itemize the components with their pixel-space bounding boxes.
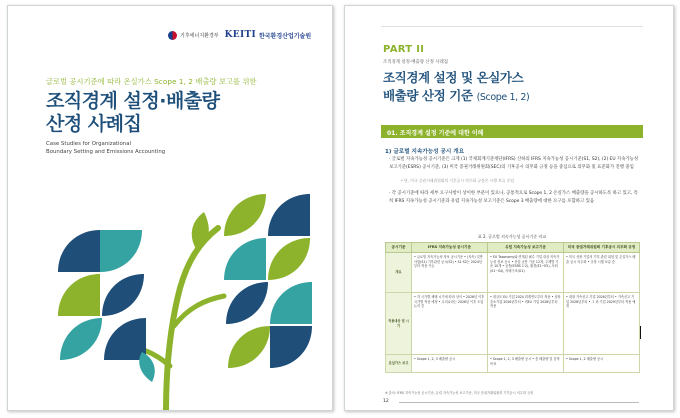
cover-english-title [46, 140, 165, 156]
cover-page [7, 5, 333, 411]
table-header-row [386, 243, 640, 253]
table-cell: • 글로벌 지속가능성 정보 공시기준 • (지속) 일반사항(S1) 기후관련 공시(S2) • S1·S2는 2024년부터 적용 가능 [412, 253, 488, 293]
cover-title-line1: 조직경계 설정·배출량 [46, 90, 220, 112]
table-cell: • Scope 1, 2, 3 배출량 공시 [412, 355, 488, 373]
keiti-logo [225, 30, 311, 40]
table-header-cell: 유럽 지속가능성 보고기준 [488, 243, 564, 253]
table-row-label: 온실가스 보고 [386, 355, 412, 373]
ministry-logo [168, 31, 219, 40]
keiti-name: 한국환경산업기술원 [258, 32, 312, 40]
cover-english-line2: Boundary Setting and Emissions Accounting [46, 149, 166, 155]
ministry-name: 기후에너지환경부 [180, 32, 219, 39]
table-header-cell: 미국 증권거래위원회 기후공시 의무화 규정 [564, 243, 640, 253]
page-title-scope: (Scope 1, 2) [476, 92, 530, 103]
page-number: 12 [383, 399, 389, 404]
part-subtitle: 조직경계 설정·배출량 산정 사례집 [383, 60, 448, 65]
cover-logos [168, 28, 311, 42]
table-row [386, 293, 640, 355]
page-title-line2 [383, 86, 529, 104]
table-cell: • Scope 1, 2, 3 배출량 공시 • 총 배출량 및 감축 목표 [488, 355, 564, 373]
taegeuk-emblem-icon [168, 31, 177, 40]
table-row [386, 355, 640, 373]
cover-subtitle: 글로벌 공시기준에 따라 온실가스 Scope 1, 2 배출량 보고를 위한 [46, 77, 257, 86]
comparison-table [385, 242, 640, 373]
table-row-label: 적용대상 및 시기 [386, 293, 412, 355]
table-cell: • 대형 가속신고 기업 2026년부터 • 가속신고 기업 2028년부터 • 그 외 기업 2029년부터 적용 예정 [564, 293, 640, 355]
paragraph-note: * 단, 미국 증권거래위원회의 기후공시 의무화 규정은 시행 보류 중임 [401, 178, 514, 183]
table-row [386, 253, 640, 293]
header-rule [381, 26, 643, 27]
table-header-cell: IFRS 지속가능성 공시기준 [412, 243, 488, 253]
plant-illustration [48, 176, 333, 411]
cover-title-line2: 산정 사례집 [46, 113, 142, 135]
table-cell: • 미국 상장 기업의 기후 관련 위험 및 온실가스 배출 공시 의무화 • 규정 시행 보류 중 [564, 253, 640, 293]
table-cell: • Scope 1, 2 배출량 공시 [564, 355, 640, 373]
footer-rule [399, 402, 639, 403]
table-cell: • 대규모 EU 기업 2024 회계연도부터 적용 • 상장 중소기업 2026년부터 • 비EU 기업 2028년부터 적용 [488, 293, 564, 355]
text-cursor-icon [640, 326, 641, 339]
table-header-cell: 공시기준 [386, 243, 412, 253]
cover-title [46, 90, 220, 136]
table-caption: 표 2. 글로벌 지속가능성 공시기준 비교 [477, 234, 547, 239]
subsection-title: 1) 글로벌 지속가능성 공시 개요 [385, 149, 465, 155]
paragraph-2: · 각 공시기준에 따라 세부 요구사항이 상이한 부분이 있으나, 공통적으로 Scope 1, 2 온실가스 배출량을 공시하도록 하고 있고, 특히 IFRS 지속가능성 공시기준과 유럽 지속가능성 보고기준은 Scope 3 배출량에 대한 요구를 포함하고 있음 [389, 191, 639, 204]
table-footnote: ※ 출처: IFRS 지속가능성 공시기준, 유럽 지속가능성 보고기준, 미국 증권거래위원회 기후공시 의무화 규정 [385, 391, 534, 395]
table-row-label: 개요 [386, 253, 412, 293]
section-header: 01. 조직경계 설정 기준에 대한 이해 [381, 125, 643, 138]
cover-english-line1: Case Studies for Organizational [46, 141, 132, 147]
page-title-line1: 조직경계 설정 및 온실가스 [383, 70, 524, 85]
content-page [344, 5, 674, 411]
page-title-main: 배출량 산정 기준 [383, 88, 473, 103]
part-label: PART II [383, 44, 425, 55]
paragraph-1: · 글로벌 지속가능성 공시기준은 크게 (1) 국제회계기준재단(IFRS) 산하의 IFRS 지속가능성 공시기준(S1, S2), (2) EU 지속가능성보고기준(ESRS) 공시기준, (3) 미국 증권거래위원회(SEC)의 기후공시 의무화 규정 등을 중심으로 의무화 및 표준화가 진행 중임 [389, 157, 639, 170]
table-cell: • 각 국가별 채택 시기에 따라 상이 • 2026년 이후 국가별 적용 예정 • 우리나라는 2026년 이후 도입 논의 중 [412, 293, 488, 355]
table-cell: • EU Taxonomy와 연계된 필수 기업 대상 지속가능성 정보 공시 • 산업 공통 기준 12개, 주제별 기준 10개 • 공통(ESRS 1·2), 환경(E1~E5), 사회(S1~S4), 지배구조(G1) [488, 253, 564, 293]
keiti-mark: KEITI [224, 30, 256, 40]
